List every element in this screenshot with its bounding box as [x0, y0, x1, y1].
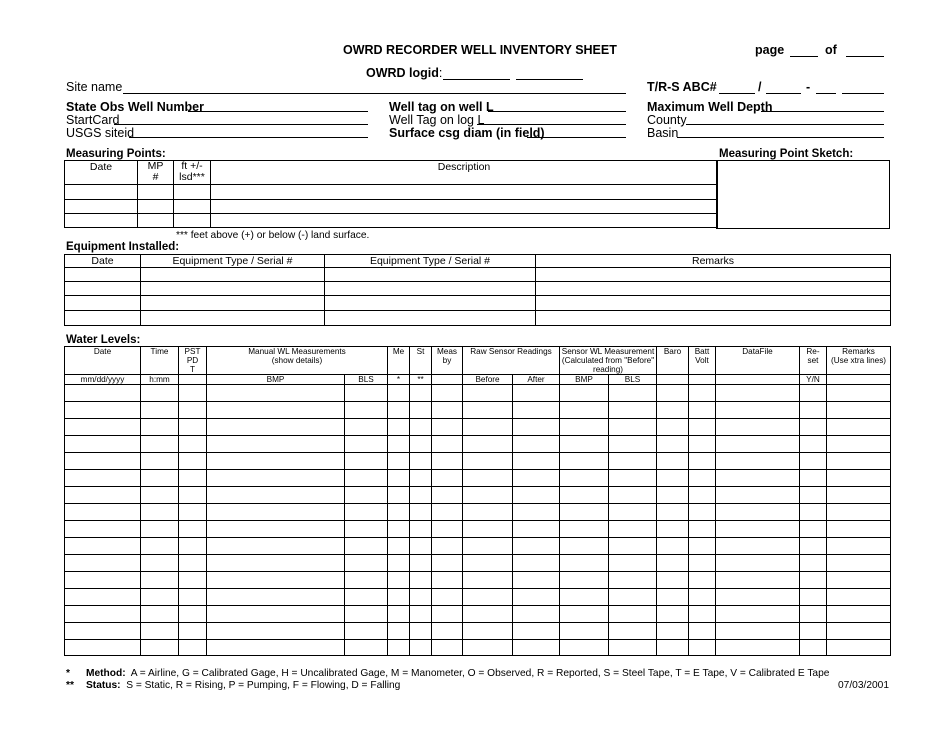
page-label: page: [755, 43, 785, 57]
of-label: of: [825, 43, 837, 57]
wl-sub-bls: BLS: [345, 375, 388, 385]
form-title: OWRD RECORDER WELL INVENTORY SHEET: [343, 43, 617, 57]
csg-diam-label: Surface csg diam (in field): [389, 126, 545, 140]
max-depth-field[interactable]: [761, 111, 884, 112]
wl-col-sensor: Sensor WL Measurement (Calculated from "Before" reading): [560, 347, 657, 375]
table-row[interactable]: [65, 268, 891, 282]
trs-field-4[interactable]: [842, 93, 884, 94]
max-depth-label: Maximum Well Depth: [647, 100, 773, 114]
mp-col-date: Date: [65, 161, 138, 185]
usgs-siteid-label: USGS siteid: [66, 126, 135, 140]
page-number-field[interactable]: [790, 56, 818, 57]
trs-label: T/R-S ABC#: [647, 80, 717, 94]
site-name-field[interactable]: [123, 93, 626, 94]
wl-col-status: St: [410, 347, 432, 375]
equipment-table: [64, 254, 891, 326]
state-obs-label: State Obs Well Number: [66, 100, 204, 114]
wl-sub-method: *: [388, 375, 410, 385]
table-row[interactable]: [65, 436, 891, 453]
mp-col-ft: ft +/- lsd***: [174, 161, 211, 185]
sketch-title: Measuring Point Sketch:: [719, 148, 854, 160]
table-row[interactable]: [65, 214, 718, 228]
wl-col-raw: Raw Sensor Readings: [463, 347, 560, 375]
lsd-note: *** feet above (+) or below (-) land surface.: [176, 230, 370, 241]
status-legend: ** Status: S = Static, R = Rising, P = Pumping, F = Flowing, D = Falling: [66, 680, 401, 691]
eq-col-remarks: Remarks: [536, 255, 891, 268]
table-row[interactable]: [65, 200, 718, 214]
county-field[interactable]: [686, 124, 884, 125]
table-row[interactable]: [65, 453, 891, 470]
county-label: County: [647, 113, 687, 127]
table-row[interactable]: [65, 521, 891, 538]
table-row[interactable]: [65, 589, 891, 606]
table-row[interactable]: [65, 538, 891, 555]
basin-field[interactable]: [677, 137, 884, 138]
eq-col-type-1: Equipment Type / Serial #: [141, 255, 325, 268]
page-total-field[interactable]: [846, 56, 884, 57]
wl-col-remarks: Remarks (Use xtra lines): [827, 347, 891, 375]
usgs-siteid-field[interactable]: [129, 137, 368, 138]
table-row[interactable]: [65, 296, 891, 311]
eq-col-date: Date: [65, 255, 141, 268]
wl-col-measby: Meas by: [432, 347, 463, 375]
table-row[interactable]: [65, 185, 718, 200]
table-row[interactable]: [65, 640, 891, 656]
trs-separator-dash: -: [806, 80, 811, 94]
table-row[interactable]: [65, 385, 891, 402]
measuring-points-title: Measuring Points:: [66, 148, 166, 160]
wl-sub-before: Before: [463, 375, 513, 385]
trs-separator-slash: /: [758, 80, 762, 94]
wl-sub-bmp: BMP: [207, 375, 345, 385]
logid-field-1[interactable]: [443, 79, 510, 80]
csg-diam-field[interactable]: [527, 137, 626, 138]
basin-label: Basin: [647, 126, 679, 140]
well-tag-label: Well tag on well L: [389, 100, 494, 114]
table-row[interactable]: [65, 606, 891, 623]
table-row[interactable]: [65, 419, 891, 436]
wl-sub-bls-sensor: BLS: [609, 375, 657, 385]
method-legend: * Method: A = Airline, G = Calibrated Gage, H = Uncalibrated Gage, M = Manometer, O = Observed, R = Reported, S = Steel Tape, T = E Tape, V = Calibrated E Tape: [66, 668, 830, 679]
well-tag-field[interactable]: [488, 111, 626, 112]
wl-sub-time: h:mm: [141, 375, 179, 385]
method-mark: *: [66, 668, 70, 679]
wl-col-baro: Baro: [657, 347, 689, 375]
water-levels-title: Water Levels:: [66, 334, 141, 346]
wl-col-reset: Re- set: [800, 347, 827, 375]
trs-field-2[interactable]: [766, 93, 801, 94]
trs-field-1[interactable]: [719, 93, 755, 94]
table-row[interactable]: [65, 572, 891, 589]
sketch-box[interactable]: [716, 160, 890, 229]
wl-sub-bmp-sensor: BMP: [560, 375, 609, 385]
wl-col-date: Date: [65, 347, 141, 375]
startcard-label: StartCard: [66, 113, 120, 127]
mp-col-description: Description: [211, 161, 718, 185]
revision-date: 07/03/2001: [838, 680, 889, 691]
wl-sub-yn: Y/N: [800, 375, 827, 385]
water-levels-table: [64, 346, 891, 656]
wl-col-method: Me: [388, 347, 410, 375]
status-mark: **: [66, 680, 74, 691]
mp-col-mp: MP #: [138, 161, 174, 185]
table-row[interactable]: [65, 282, 891, 296]
wl-sub-after: After: [513, 375, 560, 385]
table-row[interactable]: [65, 470, 891, 487]
wl-col-pst: PST PD T: [179, 347, 207, 375]
table-row[interactable]: [65, 555, 891, 572]
table-row[interactable]: [65, 487, 891, 504]
measuring-points-table: [64, 160, 718, 228]
logid-field-2[interactable]: [516, 79, 583, 80]
table-row[interactable]: [65, 402, 891, 419]
well-tag-log-label: Well Tag on log L: [389, 113, 485, 127]
wl-col-manual: Manual WL Measurements (show details): [207, 347, 388, 375]
wl-sub-status: **: [410, 375, 432, 385]
site-name-label: Site name: [66, 80, 123, 94]
startcard-field[interactable]: [114, 124, 368, 125]
well-tag-log-field[interactable]: [477, 124, 626, 125]
logid-label: OWRD logid:: [366, 66, 443, 80]
table-row[interactable]: [65, 311, 891, 326]
wl-col-time: Time: [141, 347, 179, 375]
table-row[interactable]: [65, 504, 891, 521]
wl-sub-date: mm/dd/yyyy: [65, 375, 141, 385]
wl-col-batt: Batt Volt: [689, 347, 716, 375]
state-obs-field[interactable]: [188, 111, 368, 112]
trs-field-3[interactable]: [816, 93, 836, 94]
wl-col-datafile: DataFile: [716, 347, 800, 375]
eq-col-type-2: Equipment Type / Serial #: [325, 255, 536, 268]
table-row[interactable]: [65, 623, 891, 640]
equipment-title: Equipment Installed:: [66, 241, 180, 253]
